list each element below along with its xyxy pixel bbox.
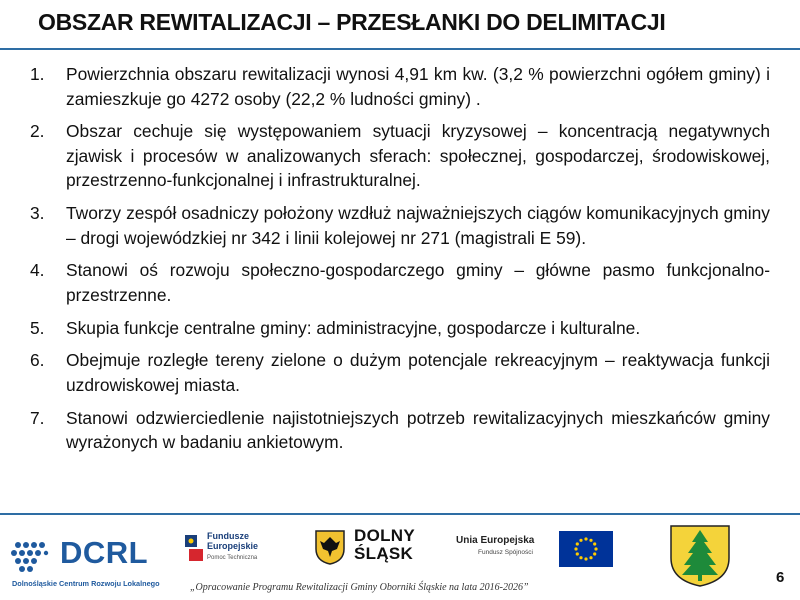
dcrl-logo [10,535,175,595]
list-item [30,406,770,455]
slide-title: OBSZAR REWITALIZACJI – PRZESŁANKI DO DELIMITACJI [38,9,666,35]
item-text: Obszar cechuje się występowaniem sytuacji kryzysowej – koncentracją negatywnych zjawisk i procesów w analizowanych sferach: społecznej, gospodarczej, środowiskowej, przestrzenno-funkcjonalnej i infrastrukturalnej. [66,121,770,191]
item-number: 2. [30,121,45,142]
eu-flag-icon [559,531,613,567]
list-item [30,316,770,341]
funds-flag-icon [183,533,205,563]
item-number: 4. [30,260,45,281]
premises-list [30,62,770,463]
item-text: Obejmuje rozległe tereny zielone o dużym potencjale rekreacyjnym – reaktywacja funkcji uzdrowiskowej miasta. [66,350,770,395]
dcrl-full-name: Dolnośląskie Centrum Rozwoju Lokalnego [12,579,160,588]
item-text: Skupia funkcje centralne gminy: administracyjne, gospodarcze i kulturalne. [66,317,641,338]
eu-logo [456,531,621,567]
title-divider [0,48,800,50]
eu-sublabel: Fundusz Spójności [478,549,533,556]
list-item [30,201,770,250]
oborniki-coat-of-arms-icon [669,524,731,588]
item-text: Tworzy zespół osadniczy położony wzdłuż najważniejszych ciągów komunikacyjnych gminy – drogi wojewódzkiej nr 342 i linii kolejowej nr 271 (magistrali E 59). [66,203,770,248]
eagle-crest-icon [314,529,346,565]
page-number: 6 [776,569,785,586]
item-number: 5. [30,317,45,338]
region-name: DOLNY ŚLĄSK [354,526,415,563]
list-item [30,62,770,111]
dolny-slask-logo [314,527,434,569]
list-item [30,258,770,307]
item-number: 6. [30,350,45,371]
dcrl-name: DCRL [60,535,149,570]
list-item [30,348,770,397]
footer [0,515,800,600]
item-number: 3. [30,203,45,224]
item-number: 7. [30,407,45,428]
eu-label: Unia Europejska [456,535,535,546]
dots-icon [10,541,56,575]
list-item [30,119,770,193]
item-text: Stanowi oś rozwoju społeczno-gospodarczego gminy – główne pasmo funkcjonalno-przestrzenne. [66,260,770,305]
item-number: 1. [30,64,45,84]
project-caption: „Opracowanie Programu Rewitalizacji Gminy Oborniki Śląskie na lata 2016-2026” [190,582,529,593]
funds-logo [183,529,293,569]
item-text: Powierzchnia obszaru rewitalizacji wynosi 4,91 km kw. (3,2 % powierzchni ogółem gminy) i zamieszkuje go 4272 osoby (22,2 % ludności gminy) . [66,64,770,109]
funds-label: Fundusze Europejskie [207,531,259,551]
funds-sublabel: Pomoc Techniczna [207,555,258,561]
item-text: Stanowi odzwierciedlenie najistotniejszych potrzeb rewitalizacyjnych mieszkańców gminy wyrażonych w badaniu ankietowym. [66,407,770,453]
